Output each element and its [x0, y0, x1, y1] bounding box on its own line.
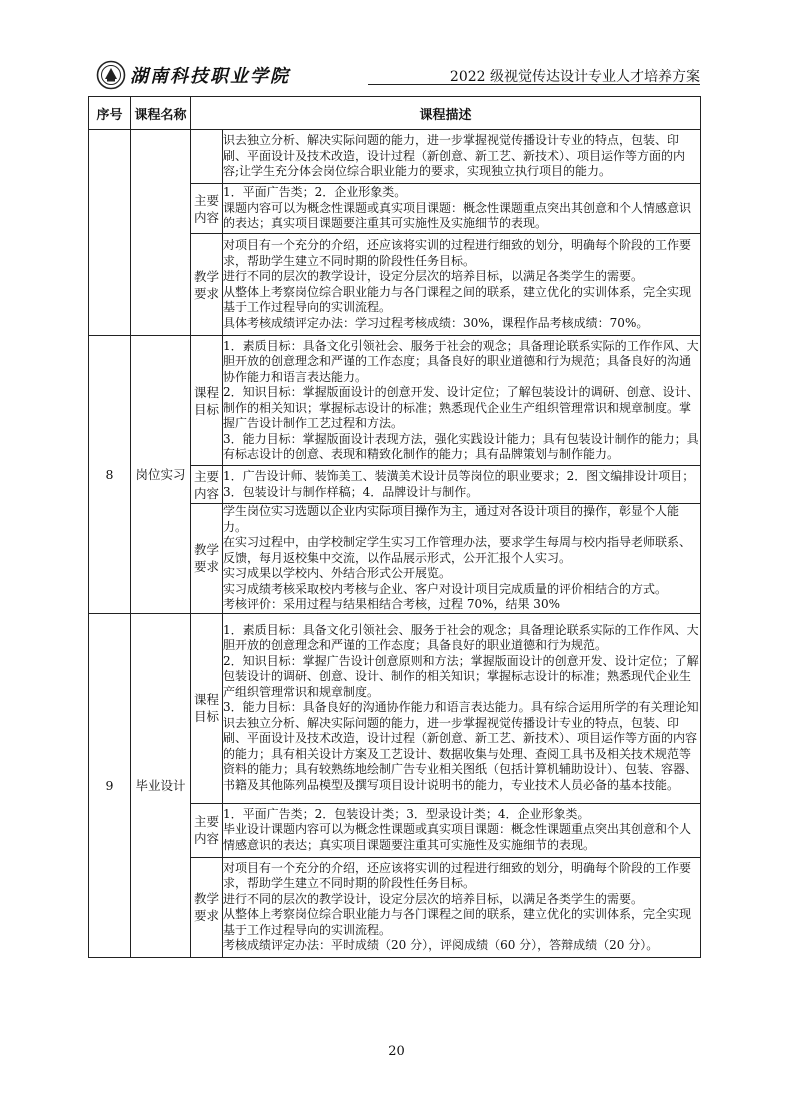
requirement-label: 教学 要求 — [191, 234, 223, 336]
table-row — [89, 336, 701, 466]
course-name-cell — [131, 130, 191, 336]
content-label: 主要 内容 — [191, 466, 223, 504]
goal-label: 课程 目标 — [191, 613, 223, 803]
course-table — [88, 96, 701, 958]
content-text: 1．平面广告类；2．包装设计类；3．型录设计类；4．企业形象类。 毕业设计课题内容可以为概念性课题或真实项目课题：概念性课题重点突出其创意和个人情感意识的表达；真实项目课题要注重其可实施性及实施细节的表现。 — [223, 803, 701, 857]
course-name: 岗位实习 — [131, 336, 191, 614]
course-number-cell — [89, 130, 131, 336]
course-name: 毕业设计 — [131, 613, 191, 957]
document-title: 2022 级视觉传达设计专业人才培养方案 — [449, 69, 700, 85]
content-label: 主要 内容 — [191, 184, 223, 234]
goal-text: 1．素质目标：具备文化引领社会、服务于社会的观念；具备理论联系实际的工作作风、大胆开放的创意理念和严谨的工作态度；具备良好的职业道德和行为规范。 2．知识目标：掌握广告设计创意原则和方法；掌握版面设计的创意开发、设计定位；了解包装设计的调研、创意、设计、制作的相关知识；掌握标志设计的标准；熟悉现代企业生产组织管理常识和规章制度。 3．能力目标：具备良好的沟通协作能力和语言表达能力。具有综合运用所学的有关理论知识去独立分析、解决实际问题的能力，进一步掌握视觉传播设计专业的特点，包装、印刷、平面设计及技术改造，设计过程（新创意、新工艺、新技术）、项目运作等方面的内容的能力；具有相关设计方案及工艺设计、数据收集与处理、查阅工具书及相关技术规范等资料的能力；具有较熟练地绘制广告专业相关图纸（包括计算机辅助设计）、包装、容器、书籍及其他陈列品模型及撰写项目设计说明书的能力，专业技术人员必备的基本技能。 — [223, 613, 701, 803]
goal-text: 识去独立分析、解决实际问题的能力，进一步掌握视觉传播设计专业的特点，包装、印刷、平面设计及技术改造，设计过程（新创意、新工艺、新技术）、项目运作等方面的内容;让学生充分体会岗位综合职业能力的要求，实现独立执行项目的能力。 — [223, 130, 701, 184]
content-text: 1．平面广告类；2．企业形象类。 课题内容可以为概念性课题或真实项目课题：概念性课题重点突出其创意和个人情感意识的表达；真实项目课题要注重其可实施性及实施细节的表现。 — [223, 184, 701, 234]
page-number: 20 — [388, 1044, 405, 1059]
table-header-row — [89, 97, 701, 130]
table-row — [89, 130, 701, 184]
course-number: 8 — [89, 336, 131, 614]
col-header-name: 课程名称 — [131, 97, 191, 130]
col-header-no: 序号 — [89, 97, 131, 130]
school-logo-icon — [96, 60, 126, 90]
requirement-text: 对项目有一个充分的介绍，还应该将实训的过程进行细致的划分，明确每个阶段的工作要求，帮助学生建立不同时期的阶段性任务目标。 进行不同的层次的教学设计，设定分层次的培养目标，以满足各类学生的需要。 从整体上考察岗位综合职业能力与各门课程之间的联系，建立优化的实训体系，完全实现基于工作过程导向的实训流程。 具体考核成绩评定办法：学习过程考核成绩：30%，课程作品考核成绩：70%。 — [223, 234, 701, 336]
col-header-desc: 课程描述 — [191, 97, 701, 130]
content-label: 主要 内容 — [191, 803, 223, 857]
header-rule — [368, 84, 700, 85]
goal-text: 1．素质目标：具备文化引领社会、服务于社会的观念；具备理论联系实际的工作作风、大胆开放的创意理念和严谨的工作态度；具备良好的职业道德和行为规范；具备良好的沟通协作能力和语言表达能力。 2．知识目标：掌握版面设计的创意开发、设计定位；了解包装设计的调研、创意、设计、制作的相关知识；掌握标志设计的标准；熟悉现代企业生产组织管理常识和规章制度。掌握广告设计制作工艺过程和方法。 3．能力目标：掌握版面设计表现方法，强化实践设计能力；具有包装设计制作的能力；具有标志设计的创意、表现和精致化制作的能力；具有品牌策划与制作能力。 — [223, 336, 701, 466]
content-text: 1．广告设计师、装饰美工、装潢美术设计员等岗位的职业要求；2．图文编排设计项目；3．包装设计与制作样稿；4．品牌设计与制作。 — [223, 466, 701, 504]
requirement-text: 对项目有一个充分的介绍，还应该将实训的过程进行细致的划分，明确每个阶段的工作要求，帮助学生建立不同时期的阶段性任务目标。 进行不同的层次的教学设计，设定分层次的培养目标，以满足各类学生的需要。 从整体上考察岗位综合职业能力与各门课程之间的联系，建立优化的实训体系，完全实现基于工作过程导向的实训流程。 考核成绩评定办法：平时成绩（20 分），评阅成绩（60 分），答辩成绩（20 分）。 — [223, 857, 701, 957]
course-number: 9 — [89, 613, 131, 957]
requirement-text: 学生岗位实习选题以企业内实际项目操作为主，通过对各设计项目的操作，彰显个人能力。 在实习过程中，由学校制定学生实习工作管理办法，要求学生每周与校内指导老师联系、反馈，每月返校集中交流，以作品展示形式，公开汇报个人实习。 实习成果以学校内、外结合形式公开展览。 实习成绩考核采取校内考核与企业、客户对设计项目完成质量的评价相结合的方式。 考核评价：采用过程与结果相结合考核，过程 70%，结果 30% — [223, 504, 701, 614]
school-name: 湖南科技职业学院 — [130, 66, 290, 87]
requirement-label: 教学 要求 — [191, 504, 223, 614]
sub-label-cell — [191, 130, 223, 184]
table-row — [89, 613, 701, 803]
requirement-label: 教学 要求 — [191, 857, 223, 957]
goal-label: 课程 目标 — [191, 336, 223, 466]
page-header — [96, 60, 700, 90]
